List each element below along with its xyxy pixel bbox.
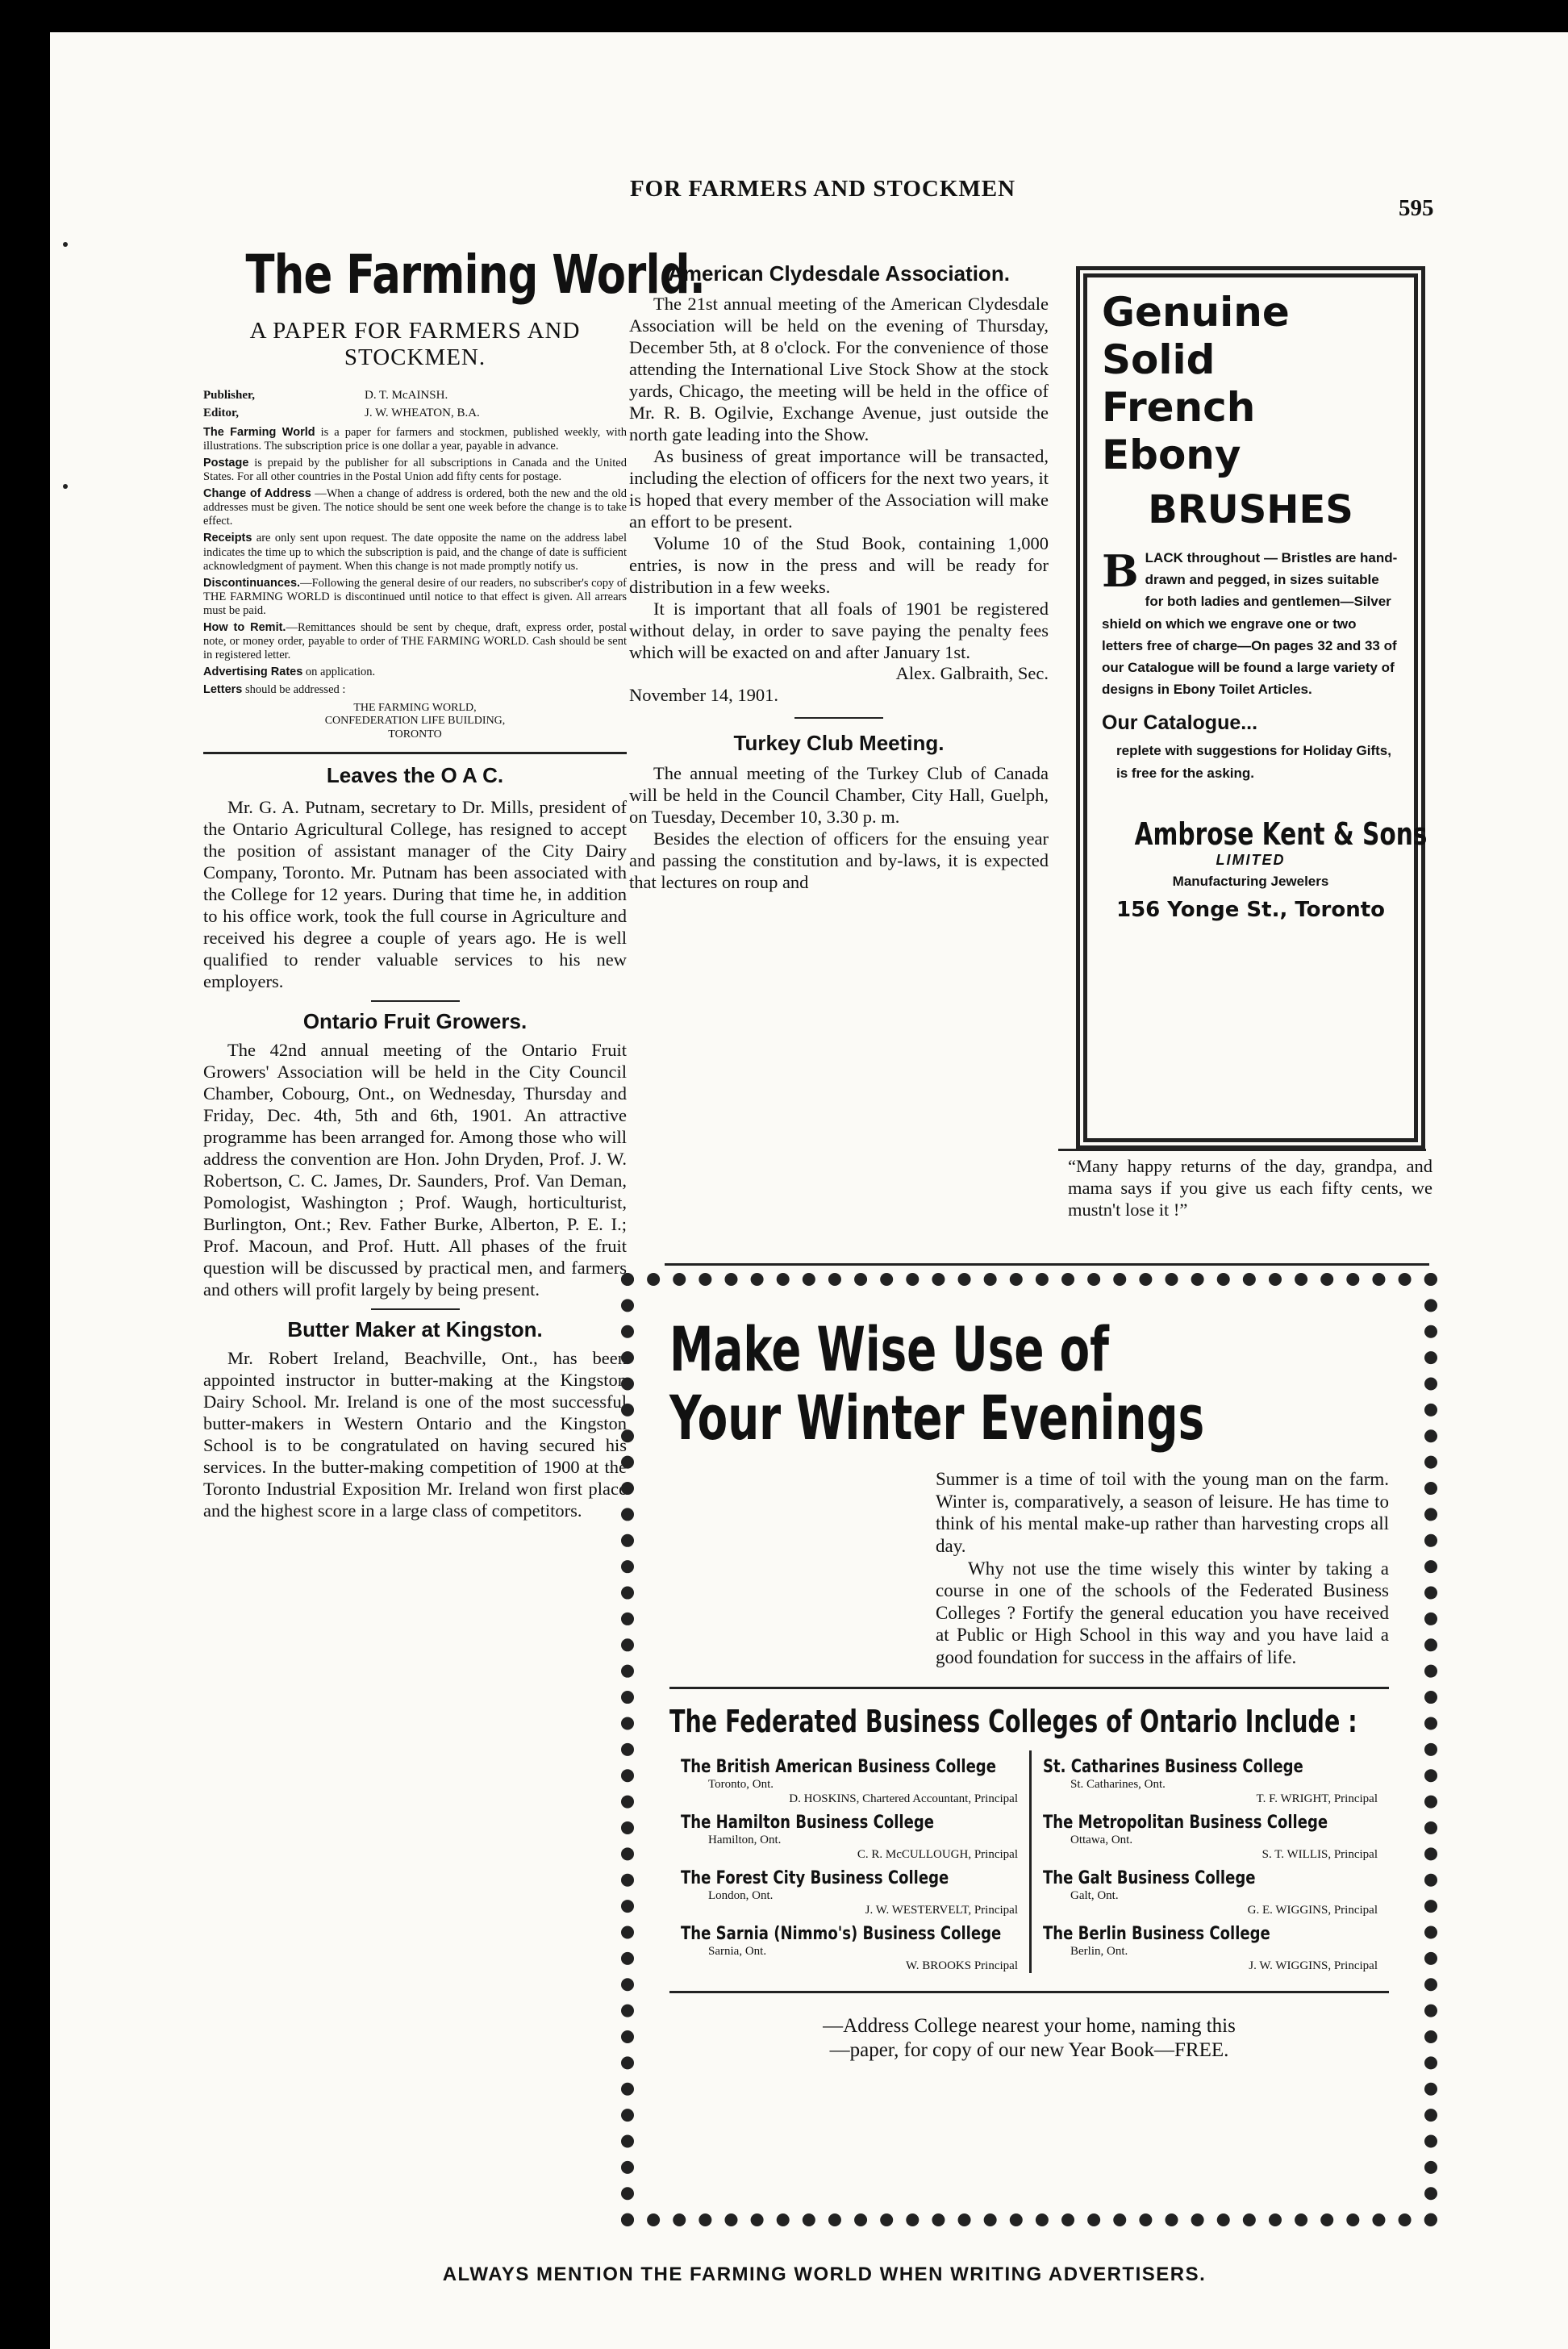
subscription-notices [203, 426, 627, 697]
catalogue-text: replete with suggestions for Holiday Gifts, is free for the asking. [1116, 743, 1391, 781]
notice-text: is a paper for farmers and stockmen, published weekly, with illustrations. The subscription price is one dollar a year, payable in advance. [203, 425, 627, 453]
firm-trade: Manufacturing Jewelers [1172, 873, 1329, 889]
college-column-right [1029, 1750, 1389, 1973]
college-name: The Hamilton Business College [681, 1812, 934, 1833]
article-paragraph: The annual meeting of the Turkey Club of Canada will be held in the Council Chamber, City Hall, Guelph, on Tuesday, December 10, 3.30 p. m. [629, 762, 1049, 827]
college-column-left [669, 1750, 1029, 1973]
ad-description-text: LACK throughout — Bristles are hand-drawn and pegged, in sizes suitable for both ladies and gentlemen—Silver shield on which we engrave one or two letters free of charge—On pages 32 and 33 of our Catalogue will be found a large variety of designs in Ebony Toilet Articles. [1102, 550, 1398, 698]
drop-cap: B [1102, 545, 1139, 597]
margin-mark [63, 242, 68, 247]
newspaper-page [50, 32, 1568, 2349]
colleges-heading: The Federated Business Colleges of Ontario Include : [669, 1703, 1357, 1739]
publisher-label: Publisher, [203, 388, 256, 402]
article-signature: Alex. Galbraith, Sec. [895, 662, 1049, 683]
notice-text: on application. [302, 665, 376, 679]
notice-text: is prepaid by the publisher for all subscriptions in Canada and the United States. For all other countries in the Postal Union add fifty cents for postage. [203, 456, 627, 484]
notice-label: Receipts [203, 532, 252, 545]
college-principal: J. W. WESTERVELT, Principal [865, 1903, 1018, 1917]
firm-name: Ambrose Kent & Sons [1134, 816, 1428, 852]
ad-heading-line: Solid [1102, 336, 1216, 383]
ad-heading-line: Genuine [1102, 289, 1290, 336]
college-city: Galt, Ont. [1070, 1888, 1119, 1902]
divider [371, 1308, 460, 1310]
address-line: CONFEDERATION LIFE BUILDING, [324, 715, 506, 728]
college-principal: W. BROOKS Principal [905, 1959, 1018, 1972]
college-name: St. Catharines Business College [1043, 1756, 1303, 1777]
article-paragraph: As business of great importance will be transacted, including the election of officers for the next two years, it is hoped that every member of the Association will make an effort to be present. [629, 445, 1049, 532]
address-note-line: —paper, for copy of our new Year Book—FREE. [829, 2038, 1229, 2061]
article-paragraph: It is important that all foals of 1901 be registered without delay, in order to save paying the penalty fees which will be exacted on and after January 1st. [629, 598, 1049, 662]
notice-text: —Following the general desire of our readers, no subscriber's copy of THE FARMING WORLD is discontinued until notice to that effect is given. All arrears must be paid. [203, 576, 627, 617]
divider [669, 1687, 1389, 1689]
divider [371, 1000, 460, 1002]
notice-label: How to Remit. [203, 621, 286, 635]
ad-intro [936, 1468, 1389, 1668]
ad-description [1102, 547, 1399, 700]
article-paragraph: The 21st annual meeting of the American Clydesdale Association will be held on the evening of Thursday, December 5th, at 8 o'clock. For the convenience of those attending the International Live Stock Show at the stock yards, Chicago, the meeting will be held in the office of Mr. R. B. Ogilvie, Exchange Avenue, just outside the north gate leading into the Show. [629, 293, 1049, 444]
ad-heading-line: French [1102, 384, 1256, 431]
college-principal: G. E. WIGGINS, Principal [1247, 1903, 1378, 1917]
article-title: Butter Maker at Kingston. [287, 1316, 543, 1341]
college-principal: D. HOSKINS, Chartered Accountant, Principal [789, 1792, 1018, 1805]
divider [665, 1263, 1429, 1266]
notice-label: Letters [203, 682, 243, 696]
college-address-note [669, 2014, 1389, 2063]
notice [203, 683, 627, 697]
notice-text: are only sent upon request. The date opposite the name on the address label indicates the time up to which the subscription is paid, and the change of date is sufficient acknowledgment of payment. When this change is not made promptly notify us. [203, 532, 627, 573]
college-principal: J. W. WIGGINS, Principal [1249, 1959, 1378, 1972]
ad-headline: Your Winter Evenings [669, 1382, 1205, 1454]
masthead-subtitle: A PAPER FOR FARMERS AND STOCKMEN. [249, 318, 581, 371]
ad-brushes-heading: BRUSHES [1148, 487, 1353, 532]
ad-headline: Make Wise Use of [669, 1313, 1109, 1385]
article-paragraph: Volume 10 of the Stud Book, containing 1,000 entries, is now in the press and will be ready for distribution in a few weeks. [629, 532, 1049, 597]
brushes-advertisement [1076, 266, 1428, 1149]
college-city: St. Catharines, Ont. [1070, 1777, 1166, 1791]
notice-label: Advertising Rates [203, 665, 303, 679]
college-city: Ottawa, Ont. [1070, 1833, 1133, 1846]
college-city: London, Ont. [708, 1888, 774, 1902]
address-note-line: —Address College nearest your home, naming this [823, 2014, 1236, 2037]
article-body: Mr. Robert Ireland, Beachville, Ont., has been appointed instructor in butter-making at the Kingston Dairy School. Mr. Ireland is one of the most successful butter-makers in Western Ontario and the Kingston School is to be congratulated on having secured his services. In the butter-making competition of 1900 at the Toronto Industrial Exposition Mr. Ireland won first place and the highest score in a large class of competitors. [203, 1347, 627, 1521]
notice [203, 487, 627, 528]
divider [669, 1991, 1389, 1993]
notice [203, 532, 627, 573]
margin-mark [63, 484, 68, 489]
college-city: Berlin, Ont. [1070, 1944, 1128, 1958]
divider [1058, 1149, 1426, 1151]
notice-text: should be addressed : [242, 682, 346, 696]
college-city: Hamilton, Ont. [708, 1833, 782, 1846]
firm-limited: LIMITED [1216, 851, 1286, 868]
running-head: FOR FARMERS AND STOCKMEN [629, 176, 1016, 202]
notice-label: Discontinuances. [203, 576, 301, 590]
article-title: American Clydesdale Association. [668, 261, 1010, 286]
middle-column [629, 262, 1049, 893]
college-city: Sarnia, Ont. [708, 1944, 767, 1958]
firm-address: 156 Yonge St., Toronto [1116, 897, 1386, 922]
college-city: Toronto, Ont. [708, 1777, 774, 1791]
ad-heading-line: Ebony [1102, 432, 1241, 478]
masthead-title: The Farming World. [245, 244, 706, 306]
page-footer: ALWAYS MENTION THE FARMING WORLD WHEN WRITING ADVERTISERS. [442, 2263, 1207, 2285]
college-name: The Berlin Business College [1043, 1923, 1270, 1944]
humor-quote: “Many happy returns of the day, grandpa, and mama says if you give us each fifty cents, we mustn't lose it !” [1068, 1156, 1432, 1220]
college-principal: S. T. WILLIS, Principal [1261, 1847, 1378, 1861]
notice [203, 665, 627, 679]
catalogue-heading: Our Catalogue... [1102, 711, 1258, 735]
ad-paragraph: Why not use the time wisely this winter by taking a course in one of the schools of the Federated Business Colleges ? Fortify the general education you have received at Public or High School in this way and you have laid a good foundation for success in the affairs of life. [936, 1558, 1389, 1667]
publisher-name: D. T. McAINSH. [365, 388, 448, 402]
article-title: Turkey Club Meeting. [733, 730, 945, 755]
staff-list [203, 386, 627, 423]
college-name: The Metropolitan Business College [1043, 1812, 1328, 1833]
page-number: 595 [1399, 195, 1434, 221]
college-name: The Sarnia (Nimmo's) Business College [681, 1923, 1002, 1944]
college-advertisement [621, 1273, 1437, 2226]
article-date: November 14, 1901. [629, 684, 778, 705]
divider [794, 717, 883, 719]
article-body: Mr. G. A. Putnam, secretary to Dr. Mills, president of the Ontario Agricultural College, has resigned to accept the position of assistant manager of the City Dairy Company, Toronto. Mr. Putnam has been associated with the College for 12 years. During that time he, in addition to his office work, took the full course in Agriculture and received his degree a couple of years ago. He is well qualified to render valuable services to his new employers. [203, 796, 627, 991]
editor-label: Editor, [203, 407, 240, 420]
address-line: THE FARMING WORLD, [353, 701, 477, 714]
college-name: The Galt Business College [1043, 1867, 1256, 1888]
article-title: Leaves the O A C. [326, 763, 504, 788]
notice-label: Change of Address [203, 487, 311, 501]
notice [203, 426, 627, 453]
notice-label: Postage [203, 456, 249, 469]
notice [203, 457, 627, 484]
notice-text: —Remittances should be sent by cheque, draft, express order, postal note, or money order, payable to order of THE FARMING WORLD. Cash should be sent in registered letter. [203, 621, 627, 662]
ad-paragraph: Summer is a time of toil with the young man on the farm. Winter is, comparatively, a season of leisure. He has time to think of his mental make-up rather than harvesting crops all day. [936, 1469, 1389, 1556]
address-line: TORONTO [388, 728, 442, 741]
notice [203, 621, 627, 662]
article-body: The 42nd annual meeting of the Ontario Fruit Growers' Association will be held in the City Council Chamber, Cobourg, Ont., on Wednesday, Thursday and Friday, Dec. 4th, 5th and 6th, 1901. An attractive programme has been arranged for. Among those who will address the convention are Hon. John Dryden, Prof. J. W. Robertson, C. C. James, Dr. Saunders, Prof. Van Deman, Pomologist, Washington ; Prof. Waugh, horticulturist, Burlington, Ont.; Rev. Father Burke, Alberton, P. E. I.; Prof. Macoun, and Prof. Hutt. All phases of the fruit question will be discussed by practical men, and farmers and others will profit largely by being present. [203, 1039, 627, 1300]
notice-text: —When a change of address is ordered, both the new and the old addresses must be given. The notice should be sent one week before the change is to take effect. [203, 487, 627, 528]
notice-label: The Farming World [203, 425, 315, 439]
article-title: Ontario Fruit Growers. [302, 1008, 528, 1033]
article-paragraph: Besides the election of officers for the ensuing year and passing the constitution and by-laws, it is expected that lectures on roup and [629, 828, 1049, 892]
editor-name: J. W. WHEATON, B.A. [365, 407, 480, 420]
college-list [669, 1750, 1389, 1973]
college-principal: C. R. McCULLOUGH, Principal [857, 1847, 1018, 1861]
notice [203, 577, 627, 618]
divider [203, 752, 627, 754]
mailing-address [203, 702, 627, 742]
college-principal: T. F. WRIGHT, Principal [1256, 1792, 1378, 1805]
college-name: The British American Business College [681, 1756, 996, 1777]
college-name: The Forest City Business College [681, 1867, 949, 1888]
